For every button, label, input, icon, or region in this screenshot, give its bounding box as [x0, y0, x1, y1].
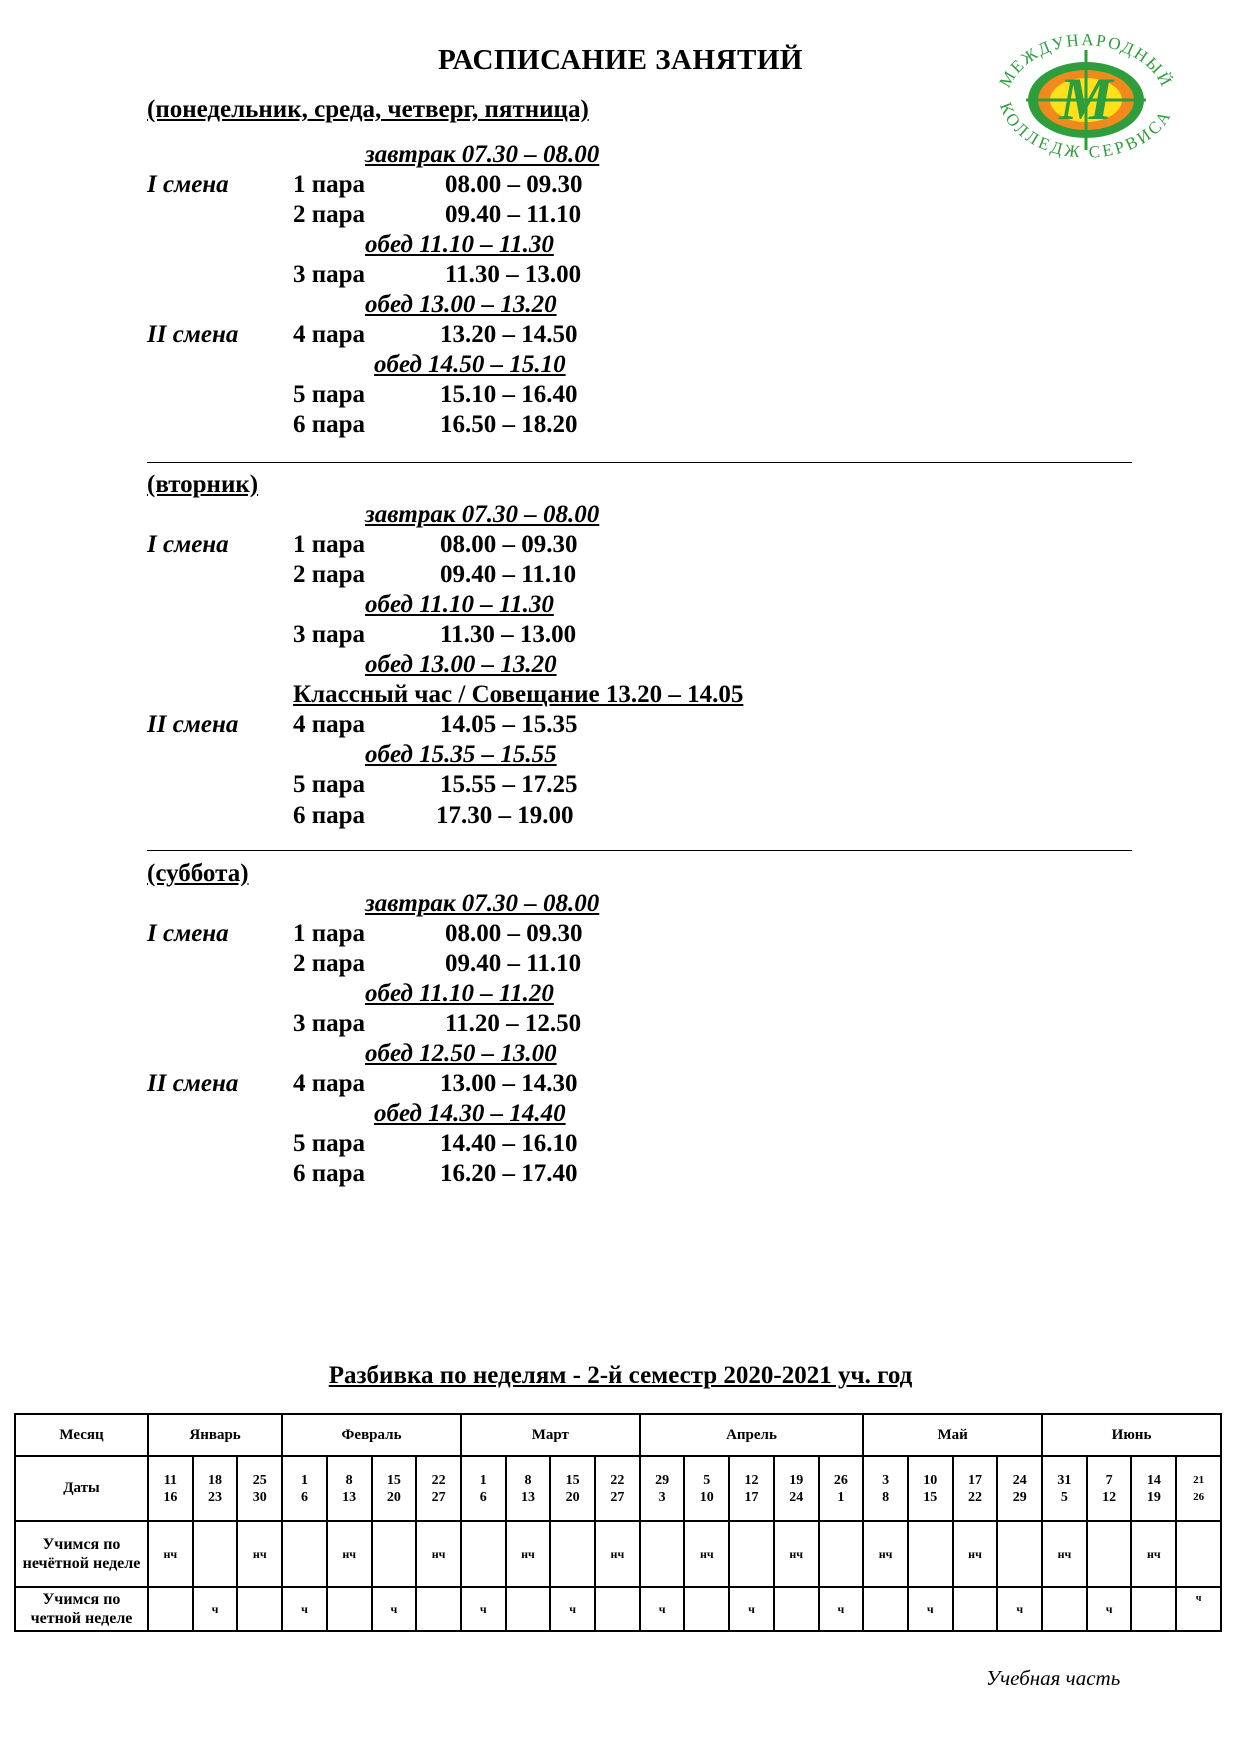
week-dates-cell — [729, 1456, 774, 1521]
lunch-time: обед 15.35 – 15.55 — [365, 741, 557, 769]
logo-letter: М — [1059, 66, 1113, 132]
odd-week-mark: нч — [506, 1521, 551, 1587]
lesson-label: 6 пара — [293, 1160, 366, 1188]
odd-week-mark: нч — [327, 1521, 372, 1587]
even-week-mark — [237, 1587, 282, 1631]
week-end-date: 8 — [882, 1489, 890, 1505]
even-week-mark: ч — [997, 1587, 1042, 1631]
breakfast-time: завтрак 07.30 – 08.00 — [365, 141, 600, 168]
odd-week-mark: нч — [684, 1521, 729, 1587]
odd-week-mark — [908, 1521, 953, 1587]
week-start-date: 8 — [345, 1472, 353, 1488]
week-dates-cell — [863, 1456, 908, 1521]
odd-week-mark — [282, 1521, 327, 1587]
week-start-date: 7 — [1105, 1472, 1113, 1488]
week-end-date: 30 — [252, 1489, 267, 1505]
month-cell: Май — [863, 1414, 1042, 1456]
even-week-mark — [148, 1587, 193, 1631]
week-start-date: 22 — [431, 1472, 446, 1488]
week-table — [14, 1413, 1222, 1632]
lesson-label: 3 пара — [293, 1010, 366, 1038]
lunch-time: обед 13.00 – 13.20 — [365, 291, 557, 319]
even-week-mark — [327, 1587, 372, 1631]
shift-label: II смена — [147, 1070, 239, 1098]
week-dates-cell — [148, 1456, 193, 1521]
even-week-mark — [1131, 1587, 1176, 1631]
lesson-time: 09.40 – 11.10 — [445, 201, 582, 229]
week-dates-cell — [997, 1456, 1042, 1521]
lesson-label: 2 пара — [293, 561, 366, 589]
week-start-date: 31 — [1057, 1472, 1072, 1488]
week-dates-cell — [1176, 1456, 1221, 1521]
lesson-label: 2 пара — [293, 201, 366, 229]
logo-text-bottom: КОЛЛЕДЖ СЕРВИСА — [995, 99, 1176, 162]
month-cell: Июнь — [1042, 1414, 1221, 1456]
odd-week-mark: нч — [1131, 1521, 1176, 1587]
odd-week-mark — [640, 1521, 685, 1587]
week-dates-cell — [372, 1456, 417, 1521]
week-start-date: 1 — [300, 1472, 308, 1488]
even-week-mark: ч — [1087, 1587, 1132, 1631]
even-week-mark — [953, 1587, 998, 1631]
lesson-label: 5 пара — [293, 771, 366, 799]
lesson-time: 08.00 – 09.30 — [445, 171, 583, 199]
week-dates-cell — [1087, 1456, 1132, 1521]
breakfast-time: завтрак 07.30 – 08.00 — [365, 501, 600, 528]
month-cell: Январь — [148, 1414, 282, 1456]
week-dates-cell — [640, 1456, 685, 1521]
week-start-date: 11 — [163, 1472, 177, 1488]
lesson-label: 1 пара — [293, 171, 366, 199]
week-end-date: 27 — [610, 1489, 625, 1505]
class-hour-meeting: Классный час / Совещание 13.20 – 14.05 — [293, 681, 744, 709]
lesson-label: 6 пара — [293, 801, 366, 829]
week-start-date: 1 — [479, 1472, 487, 1488]
week-end-date: 5 — [1060, 1489, 1068, 1505]
week-start-date: 5 — [703, 1472, 711, 1488]
week-start-date: 14 — [1146, 1472, 1161, 1488]
week-start-date: 19 — [789, 1472, 804, 1488]
breakfast-time: завтрак 07.30 – 08.00 — [365, 890, 600, 917]
lesson-time: 09.40 – 11.10 — [445, 950, 582, 978]
shift-label: I смена — [147, 920, 229, 948]
even-week-mark: ч — [729, 1587, 774, 1631]
week-end-date: 22 — [968, 1489, 982, 1505]
lunch-time: обед 14.30 – 14.40 — [374, 1100, 566, 1128]
week-end-date: 1 — [837, 1489, 845, 1505]
odd-week-mark — [550, 1521, 595, 1587]
odd-week-mark: нч — [863, 1521, 908, 1587]
lesson-time: 16.20 – 17.40 — [440, 1160, 578, 1188]
week-end-date: 15 — [923, 1489, 938, 1505]
week-dates-cell — [327, 1456, 372, 1521]
shift-label: I смена — [147, 531, 229, 559]
week-end-date: 26 — [1193, 1490, 1205, 1503]
month-header: Месяц — [15, 1414, 148, 1456]
lesson-time: 11.30 – 13.00 — [445, 261, 582, 289]
week-start-date: 15 — [565, 1472, 580, 1488]
week-end-date: 20 — [565, 1489, 580, 1505]
lesson-label: 5 пара — [293, 381, 366, 409]
even-week-mark: ч — [550, 1587, 595, 1631]
even-week-mark — [863, 1587, 908, 1631]
week-start-date: 10 — [923, 1472, 938, 1488]
week-start-date: 8 — [524, 1472, 532, 1488]
lesson-time: 11.20 – 12.50 — [445, 1010, 582, 1038]
odd-week-header: Учимся по нечётной неделе — [15, 1521, 148, 1587]
week-dates-cell — [774, 1456, 819, 1521]
odd-week-mark: нч — [237, 1521, 282, 1587]
week-end-date: 12 — [1102, 1489, 1117, 1505]
even-week-mark — [506, 1587, 551, 1631]
week-end-date: 3 — [658, 1489, 666, 1505]
week-end-date: 27 — [431, 1489, 446, 1505]
lesson-time: 14.05 – 15.35 — [440, 711, 578, 739]
odd-week-mark — [997, 1521, 1042, 1587]
lesson-label: 4 пара — [293, 321, 366, 349]
lesson-label: 2 пара — [293, 950, 366, 978]
shift-label: II смена — [147, 711, 239, 739]
week-start-date: 3 — [882, 1472, 890, 1488]
week-start-date: 29 — [655, 1472, 670, 1488]
week-end-date: 6 — [479, 1489, 487, 1505]
month-cell: Апрель — [640, 1414, 864, 1456]
week-dates-cell — [953, 1456, 998, 1521]
week-dates-cell — [908, 1456, 953, 1521]
week-end-date: 10 — [699, 1489, 714, 1505]
lesson-label: 4 пара — [293, 1070, 366, 1098]
lesson-time: 16.50 – 18.20 — [440, 411, 578, 439]
week-end-date: 20 — [386, 1489, 401, 1505]
week-start-date: 21 — [1193, 1473, 1205, 1486]
lunch-time: обед 11.10 – 11.30 — [365, 231, 554, 259]
lesson-time: 08.00 – 09.30 — [440, 531, 578, 559]
even-week-mark — [774, 1587, 819, 1631]
even-week-mark — [595, 1587, 640, 1631]
lunch-time: обед 11.10 – 11.30 — [365, 591, 554, 619]
even-week-mark: ч — [282, 1587, 327, 1631]
week-end-date: 17 — [744, 1489, 759, 1505]
week-end-date: 24 — [789, 1489, 804, 1505]
lesson-time: 14.40 – 16.10 — [440, 1130, 578, 1158]
lesson-time: 11.30 – 13.00 — [440, 621, 577, 649]
even-week-mark: ч — [461, 1587, 506, 1631]
semester-title: Разбивка по неделям - 2-й семестр 2020-2021 уч. год — [328, 1362, 913, 1389]
lunch-time: обед 12.50 – 13.00 — [365, 1040, 557, 1068]
week-end-date: 13 — [520, 1489, 535, 1505]
even-week-mark: ч — [640, 1587, 685, 1631]
even-week-mark — [684, 1587, 729, 1631]
odd-week-mark — [1176, 1521, 1221, 1587]
lesson-label: 3 пара — [293, 621, 366, 649]
month-cell: Февраль — [282, 1414, 461, 1456]
week-start-date: 25 — [252, 1472, 267, 1488]
college-logo — [986, 22, 1186, 172]
lesson-label: 3 пара — [293, 261, 366, 289]
week-dates-cell — [282, 1456, 327, 1521]
week-dates-cell — [1042, 1456, 1087, 1521]
page-title: РАСПИСАНИЕ ЗАНЯТИЙ — [438, 44, 803, 76]
week-start-date: 18 — [208, 1472, 223, 1488]
lesson-label: 1 пара — [293, 920, 366, 948]
lesson-time: 08.00 – 09.30 — [445, 920, 583, 948]
even-week-mark: ч — [908, 1587, 953, 1631]
section-divider — [147, 850, 1132, 851]
week-end-date: 6 — [300, 1489, 308, 1505]
even-week-mark: ч — [372, 1587, 417, 1631]
week-start-date: 17 — [968, 1472, 982, 1488]
odd-week-mark: нч — [416, 1521, 461, 1587]
week-dates-cell — [1131, 1456, 1176, 1521]
logo-text-top: МЕЖДУНАРОДНЫЙ — [995, 30, 1177, 91]
even-week-header: Учимся по четной неделе — [15, 1587, 148, 1631]
week-start-date: 24 — [1012, 1472, 1027, 1488]
day-header: (вторник) — [147, 471, 259, 498]
lesson-time: 13.20 – 14.50 — [440, 321, 578, 349]
odd-week-mark — [1087, 1521, 1132, 1587]
shift-label: II смена — [147, 321, 239, 349]
month-cell: Март — [461, 1414, 640, 1456]
even-week-mark — [1042, 1587, 1087, 1631]
lesson-label: 6 пара — [293, 411, 366, 439]
week-dates-cell — [506, 1456, 551, 1521]
odd-week-mark: нч — [148, 1521, 193, 1587]
footer-signature: Учебная часть — [986, 1666, 1121, 1690]
odd-week-mark — [461, 1521, 506, 1587]
week-end-date: 29 — [1012, 1489, 1027, 1505]
odd-week-mark: нч — [595, 1521, 640, 1587]
lesson-label: 1 пара — [293, 531, 366, 559]
lunch-time: обед 11.10 – 11.20 — [365, 980, 554, 1008]
odd-week-mark: нч — [1042, 1521, 1087, 1587]
week-end-date: 13 — [342, 1489, 357, 1505]
dates-header: Даты — [15, 1456, 148, 1521]
lunch-time: обед 14.50 – 15.10 — [374, 351, 566, 379]
day-header: (суббота) — [147, 860, 249, 887]
week-dates-cell — [416, 1456, 461, 1521]
day-header: (понедельник, среда, четверг, пятница) — [147, 96, 589, 123]
odd-week-mark — [819, 1521, 864, 1587]
week-dates-cell — [461, 1456, 506, 1521]
lesson-time: 09.40 – 11.10 — [440, 561, 577, 589]
lesson-time: 15.10 – 16.40 — [440, 381, 578, 409]
week-dates-cell — [819, 1456, 864, 1521]
week-dates-cell — [684, 1456, 729, 1521]
section-divider — [147, 462, 1132, 463]
shift-label: I смена — [147, 171, 229, 199]
odd-week-mark — [729, 1521, 774, 1587]
lesson-time: 17.30 – 19.00 — [436, 801, 574, 829]
week-start-date: 22 — [610, 1472, 625, 1488]
week-start-date: 15 — [386, 1472, 401, 1488]
week-start-date: 12 — [744, 1472, 759, 1488]
even-week-mark: ч — [193, 1587, 238, 1631]
week-start-date: 26 — [833, 1472, 848, 1488]
week-dates-cell — [595, 1456, 640, 1521]
odd-week-mark — [193, 1521, 238, 1587]
odd-week-mark: нч — [953, 1521, 998, 1587]
week-dates-cell — [550, 1456, 595, 1521]
week-end-date: 23 — [208, 1489, 223, 1505]
lesson-label: 5 пара — [293, 1130, 366, 1158]
week-end-date: 19 — [1146, 1489, 1161, 1505]
even-week-mark: ч — [819, 1587, 864, 1631]
lesson-time: 13.00 – 14.30 — [440, 1070, 578, 1098]
week-dates-cell — [193, 1456, 238, 1521]
lesson-time: 15.55 – 17.25 — [440, 771, 578, 799]
even-week-mark: ч — [1176, 1587, 1221, 1631]
odd-week-mark — [372, 1521, 417, 1587]
odd-week-mark: нч — [774, 1521, 819, 1587]
lesson-label: 4 пара — [293, 711, 366, 739]
even-week-mark — [416, 1587, 461, 1631]
week-end-date: 16 — [163, 1489, 178, 1505]
lunch-time: обед 13.00 – 13.20 — [365, 651, 557, 679]
week-dates-cell — [237, 1456, 282, 1521]
